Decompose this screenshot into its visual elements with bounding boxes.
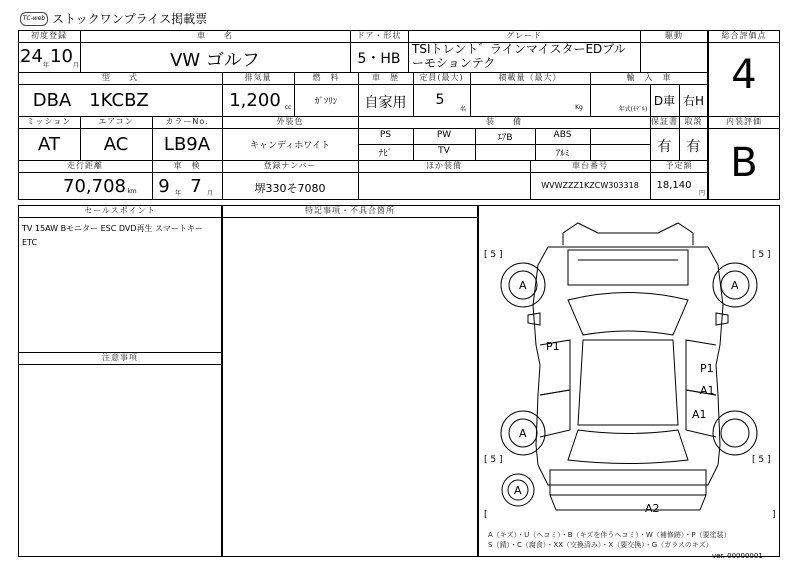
equip-airbag: ｴｱB (497, 133, 513, 143)
equip-pw: PW (436, 130, 452, 140)
person-unit: 名 (459, 106, 466, 113)
mark-right-rear: A1 (692, 408, 707, 421)
year-unit: 年 (42, 62, 49, 69)
model-code: 1KCBZ (89, 90, 149, 111)
special-notes-box (222, 205, 478, 557)
kg-unit: Kg (575, 104, 583, 111)
chassis-no: WVWZZZ1KZCW303318 (541, 181, 639, 190)
other-equipment-label: ほか装備 (426, 161, 462, 170)
inspection-year-unit: 年 (174, 190, 181, 197)
reg-month: 10 (50, 46, 73, 67)
aircon-label: エアコン (98, 117, 134, 126)
equip-tv: TV (438, 146, 450, 156)
mark-right-door: P1 (700, 362, 714, 375)
grade: TSIトレント゛ラインマイスターEDブルーモションテク (412, 42, 626, 70)
door-shape-label: ドア・形状 (356, 31, 402, 40)
km-unit: km (127, 188, 137, 195)
price-label: 予定額 (665, 161, 693, 170)
sales-point-box (18, 205, 222, 557)
logo: TC-web (20, 12, 48, 26)
price: 18,140 (656, 180, 692, 191)
reg-year: 24 (20, 46, 43, 67)
load-label: 積載量（最大） (498, 73, 562, 82)
color-no: LB9A (163, 134, 211, 155)
color-no-label: カラーNo. (165, 117, 209, 126)
mark-wheel-rl: A (519, 427, 527, 440)
manual-label: 取説 (684, 117, 703, 126)
special-notes-label: 特記事項・不具合箇所 (305, 206, 395, 215)
version-label: ver. 00000001 (712, 552, 763, 560)
mission-label: ミッション (26, 117, 72, 126)
caution-label: 注意事項 (102, 353, 138, 362)
drive-label: 駆動 (665, 31, 683, 40)
fuel-label: 燃 料 (312, 73, 340, 82)
equip-abs: ABS (553, 130, 572, 140)
mark-rear-bumper: A2 (645, 502, 660, 515)
bracket-spare-close: ] (772, 510, 776, 520)
car-name-label: 車 名 (197, 31, 233, 40)
legend-line-1: A（キズ）・U（ヘコミ）・B（キズを伴うヘコミ）・W（補修跡）・P（要塗装） (488, 531, 731, 539)
legend-line-2: S（錆）・C（腐食）・XX（交換済み）・X（要交換）・G（ガラスのキズ） (488, 541, 713, 549)
chassis-no-label: 車台番号 (572, 161, 608, 170)
first-reg-label: 初度登録 (31, 31, 67, 40)
equip-ps: PS (379, 130, 392, 140)
overall-score-label: 総合評価点 (721, 31, 767, 40)
equip-alumi: ｱﾙﾐ (555, 149, 570, 159)
warranty-label: 保証書 (651, 117, 678, 126)
bracket-front-left: [ 5 ] (484, 250, 503, 260)
import-d: D車 (653, 94, 676, 108)
door-shape: 5・HB (357, 51, 401, 67)
capacity-label: 定員(最大) (419, 73, 464, 82)
overall-score: 4 (731, 52, 757, 98)
aircon: AC (103, 134, 129, 155)
mark-wheel-fr: A (731, 279, 739, 292)
month-unit: 月 (72, 62, 79, 69)
capacity: 5 (435, 92, 445, 108)
interior-score-label: 内装評価 (726, 117, 762, 126)
model-year-label: 年式(ﾓﾃﾞﾙ) (618, 106, 648, 113)
car-diagram (478, 205, 780, 557)
equipment-label: 装 備 (486, 117, 522, 126)
cc-unit: cc (284, 104, 292, 111)
sales-point-text: TV 15AW Bモニター ESC DVD再生 スマートキー ETC (22, 224, 203, 247)
mark-wheel-fl: A (519, 279, 527, 292)
page-title: ストックワンプライス掲載票 (52, 12, 208, 26)
displacement-label: 排気量 (244, 73, 272, 82)
displacement: 1,200 (229, 90, 281, 111)
inspection-month: 7 (190, 176, 202, 197)
mark-left-door: P1 (546, 340, 560, 353)
bracket-front-right: [ 5 ] (752, 250, 771, 260)
fuel: ｶﾞｿﾘﾝ (314, 97, 338, 107)
model-label: 型 式 (102, 73, 138, 82)
reg-number-label: 登録ナンバー (263, 161, 317, 170)
inspection-label: 車 検 (173, 161, 201, 170)
warranty: 有 (657, 139, 672, 155)
grade-label: グレード (506, 31, 542, 40)
import-h: 右H (682, 94, 705, 108)
car-name: VW ゴルフ (170, 50, 260, 71)
equip-navi: ﾅﾋﾞ (378, 149, 393, 159)
mission: AT (38, 134, 60, 155)
mileage-label: 走行距離 (67, 161, 103, 170)
exterior-color-label: 外装色 (276, 117, 304, 126)
reg-number: 堺330そ7080 (254, 182, 326, 195)
mark-spare: A (514, 484, 522, 497)
sales-point-label: セールスポイント (84, 206, 156, 215)
inspection-month-unit: 月 (206, 190, 213, 197)
bracket-spare-open: [ (484, 510, 488, 520)
model-prefix: DBA (32, 90, 72, 111)
exterior-color: キャンディホワイト (249, 141, 330, 151)
yen-unit: 円 (698, 190, 705, 197)
import-label: 輸 入 車 (626, 73, 672, 82)
inspection-year: 9 (158, 176, 170, 197)
history: 自家用 (364, 95, 407, 111)
bracket-rear-left: [ 5 ] (484, 455, 503, 465)
history-label: 車 歴 (372, 73, 399, 82)
bracket-rear-right: [ 5 ] (752, 455, 771, 465)
mileage: 70,708 (63, 176, 126, 197)
manual: 有 (686, 139, 701, 155)
interior-score: B (730, 140, 758, 186)
mark-right-door-2: A1 (700, 384, 715, 397)
